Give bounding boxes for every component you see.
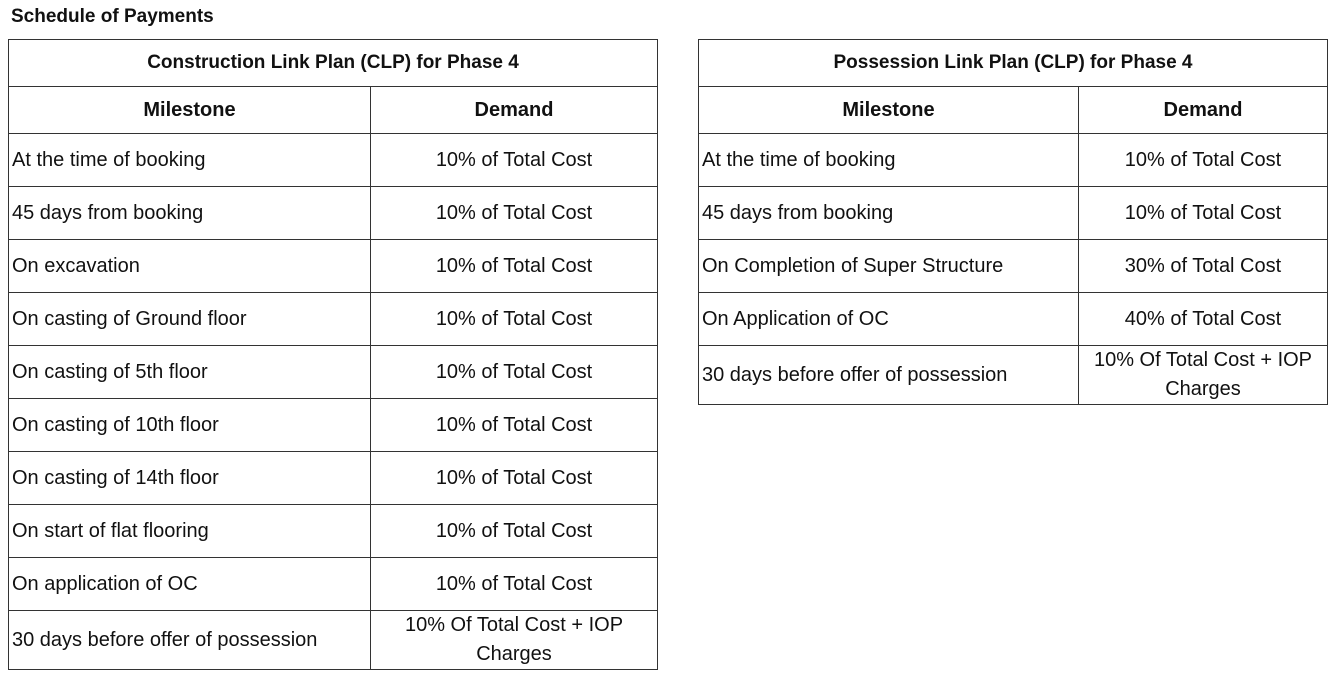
table-row — [9, 187, 658, 240]
possession-link-plan-table — [698, 39, 1328, 405]
milestone-cell: 45 days from booking — [9, 187, 371, 240]
demand-cell: 10% of Total Cost — [371, 505, 658, 558]
demand-cell: 10% of Total Cost — [371, 346, 658, 399]
milestone-cell: 30 days before offer of possession — [9, 611, 371, 670]
table-row — [9, 293, 658, 346]
milestone-cell: On casting of 10th floor — [9, 399, 371, 452]
demand-cell: 10% of Total Cost — [371, 240, 658, 293]
milestone-cell: On casting of Ground floor — [9, 293, 371, 346]
table-row — [699, 187, 1328, 240]
table-row — [699, 240, 1328, 293]
page-title: Schedule of Payments — [11, 6, 214, 27]
table-row — [699, 346, 1328, 405]
milestone-cell: On Application of OC — [699, 293, 1079, 346]
table-row — [9, 399, 658, 452]
construction-link-plan-table — [8, 39, 658, 670]
column-header-milestone: Milestone — [699, 87, 1079, 134]
milestone-cell: At the time of booking — [9, 134, 371, 187]
column-header-milestone: Milestone — [9, 87, 371, 134]
table-row — [699, 293, 1328, 346]
table-row — [9, 134, 658, 187]
milestone-cell: On casting of 5th floor — [9, 346, 371, 399]
demand-cell: 10% of Total Cost — [371, 293, 658, 346]
table-row — [9, 611, 658, 670]
table-row — [9, 558, 658, 611]
milestone-cell: On start of flat flooring — [9, 505, 371, 558]
demand-cell: 10% of Total Cost — [371, 452, 658, 505]
table-caption: Construction Link Plan (CLP) for Phase 4 — [9, 40, 658, 87]
table-row — [699, 134, 1328, 187]
demand-cell: 10% of Total Cost — [371, 187, 658, 240]
milestone-cell: 45 days from booking — [699, 187, 1079, 240]
demand-cell: 10% Of Total Cost + IOP Charges — [371, 611, 658, 670]
demand-cell: 10% of Total Cost — [371, 558, 658, 611]
column-header-demand: Demand — [371, 87, 658, 134]
table-row — [9, 452, 658, 505]
table-row — [9, 240, 658, 293]
column-header-demand: Demand — [1079, 87, 1328, 134]
demand-cell: 10% of Total Cost — [1079, 134, 1328, 187]
milestone-cell: On Completion of Super Structure — [699, 240, 1079, 293]
demand-cell: 10% of Total Cost — [371, 399, 658, 452]
milestone-cell: At the time of booking — [699, 134, 1079, 187]
demand-cell: 10% of Total Cost — [371, 134, 658, 187]
table-row — [9, 505, 658, 558]
demand-cell: 10% Of Total Cost + IOP Charges — [1079, 346, 1328, 405]
milestone-cell: On excavation — [9, 240, 371, 293]
table-row — [9, 346, 658, 399]
demand-cell: 30% of Total Cost — [1079, 240, 1328, 293]
milestone-cell: 30 days before offer of possession — [699, 346, 1079, 405]
table-caption: Possession Link Plan (CLP) for Phase 4 — [699, 40, 1328, 87]
milestone-cell: On application of OC — [9, 558, 371, 611]
demand-cell: 10% of Total Cost — [1079, 187, 1328, 240]
milestone-cell: On casting of 14th floor — [9, 452, 371, 505]
demand-cell: 40% of Total Cost — [1079, 293, 1328, 346]
